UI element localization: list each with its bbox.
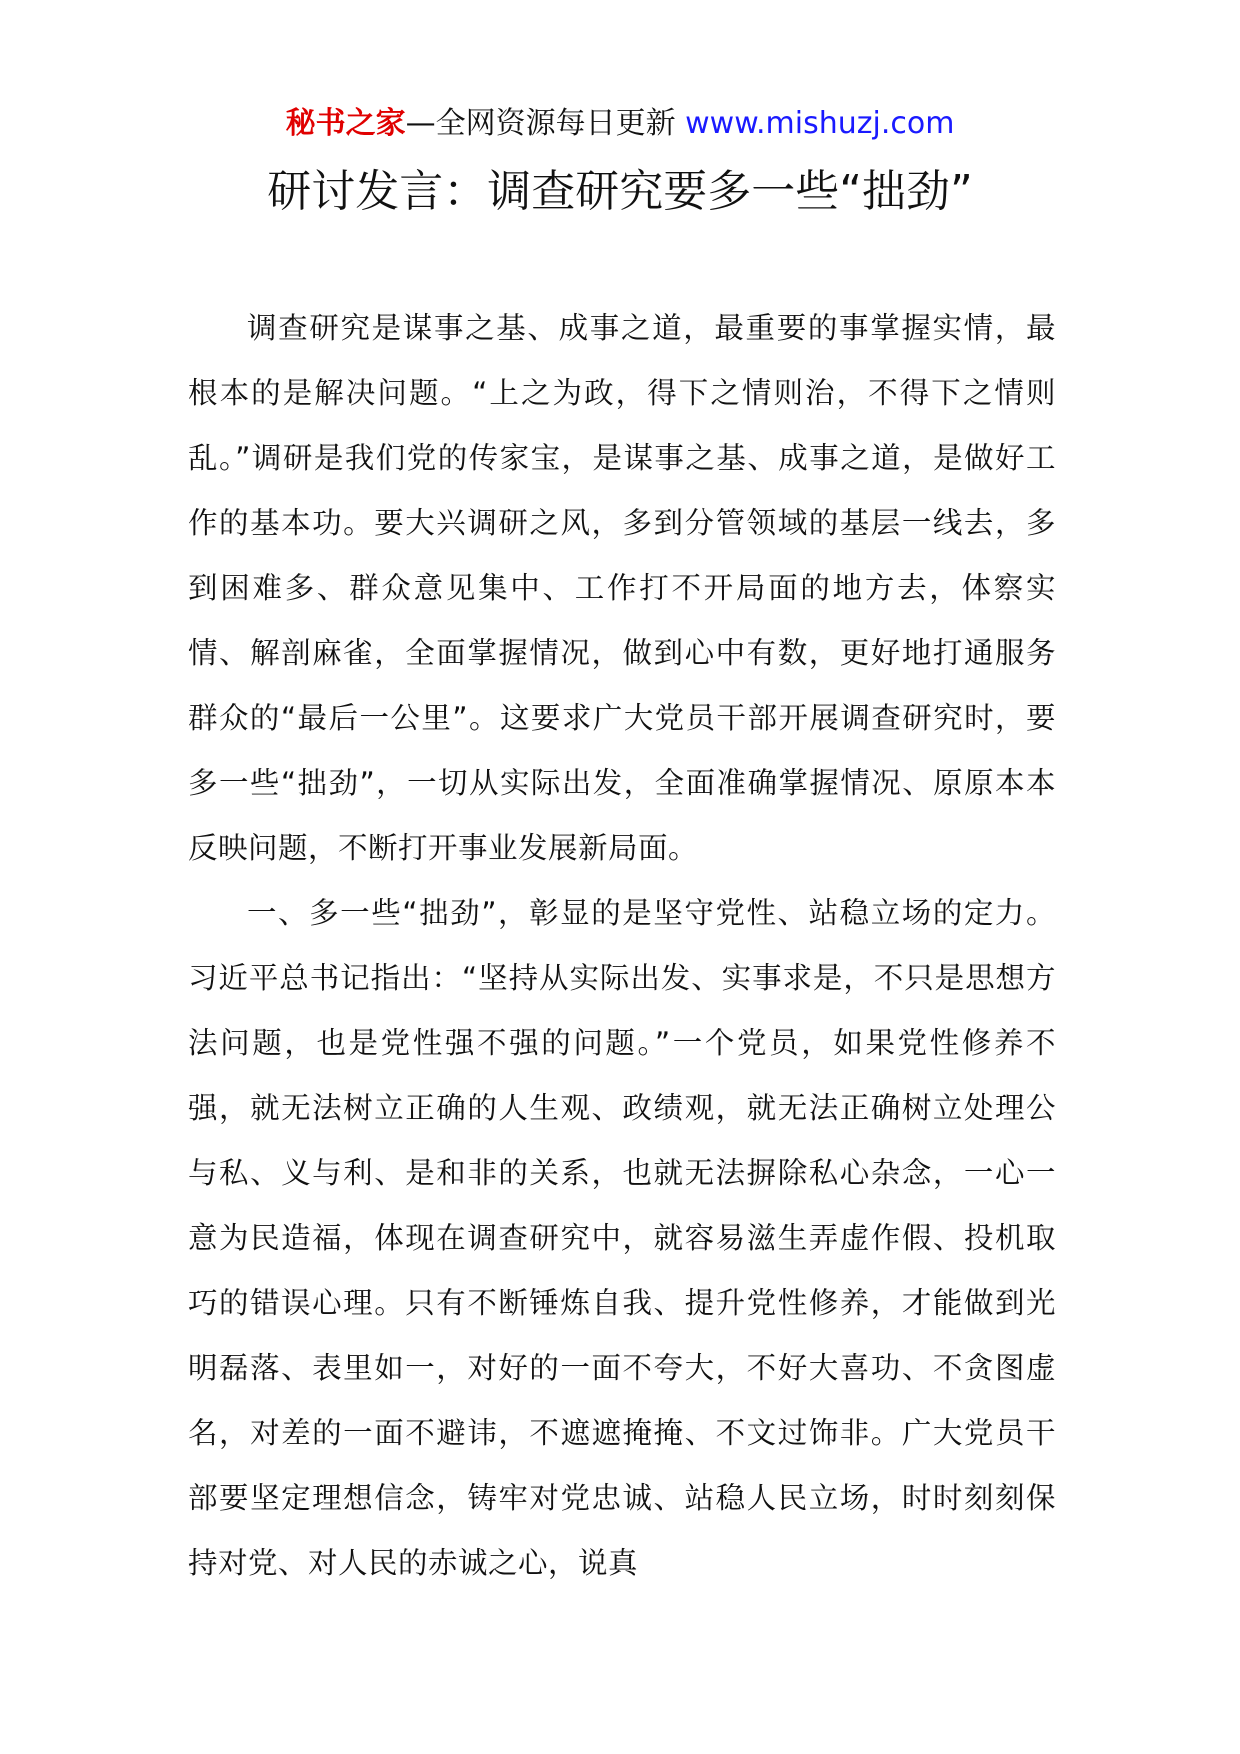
header-tagline: —全网资源每日更新 xyxy=(405,106,686,141)
paragraph-section-one: 一、多一些“拙劲”，彰显的是坚守党性、站稳立场的定力。习近平总书记指出：“坚持从实际出发、实事求是，不只是思想方法问题，也是党性强不强的问题。”一个党员，如果党性修养不强，就无法树立正确的人生观、政绩观，就无法正确树立处理公与私、义与利、是和非的关系，也就无法摒除私心杂念，一心一意为民造福，体现在调查研究中，就容易滋生弄虚作假、投机取巧的错误心理。只有不断锤炼自我、提升党性修养，才能做到光明磊落、表里如一，对好的一面不夸大，不好大喜功、不贪图虚名，对差的一面不避讳，不遮遮掩掩、不文过饰非。广大党员干部要坚定理想信念，铸牢对党忠诚、站稳人民立场，时时刻刻保持对党、对人民的赤诚之心，说真 xyxy=(188,896,1056,1580)
document-body xyxy=(188,296,1056,1596)
site-url-link[interactable]: www.mishuzj.com xyxy=(685,106,955,141)
paragraph-intro: 调查研究是谋事之基、成事之道，最重要的事掌握实情，最根本的是解决问题。“上之为政，得下之情则治，不得下之情则乱。”调研是我们党的传家宝，是谋事之基、成事之道，是做好工作的基本功。要大兴调研之风，多到分管领域的基层一线去，多到困难多、群众意见集中、工作打不开局面的地方去，体察实情、解剖麻雀，全面掌握情况，做到心中有数，更好地打通服务群众的“最后一公里”。这要求广大党员干部开展调查研究时，要多一些“拙劲”，一切从实际出发，全面准确掌握情况、原原本本反映问题，不断打开事业发展新局面。 xyxy=(188,311,1056,865)
site-header xyxy=(0,104,1240,144)
document-title: 研讨发言：调查研究要多一些“拙劲” xyxy=(267,166,973,217)
brand-name: 秘书之家 xyxy=(285,106,406,141)
